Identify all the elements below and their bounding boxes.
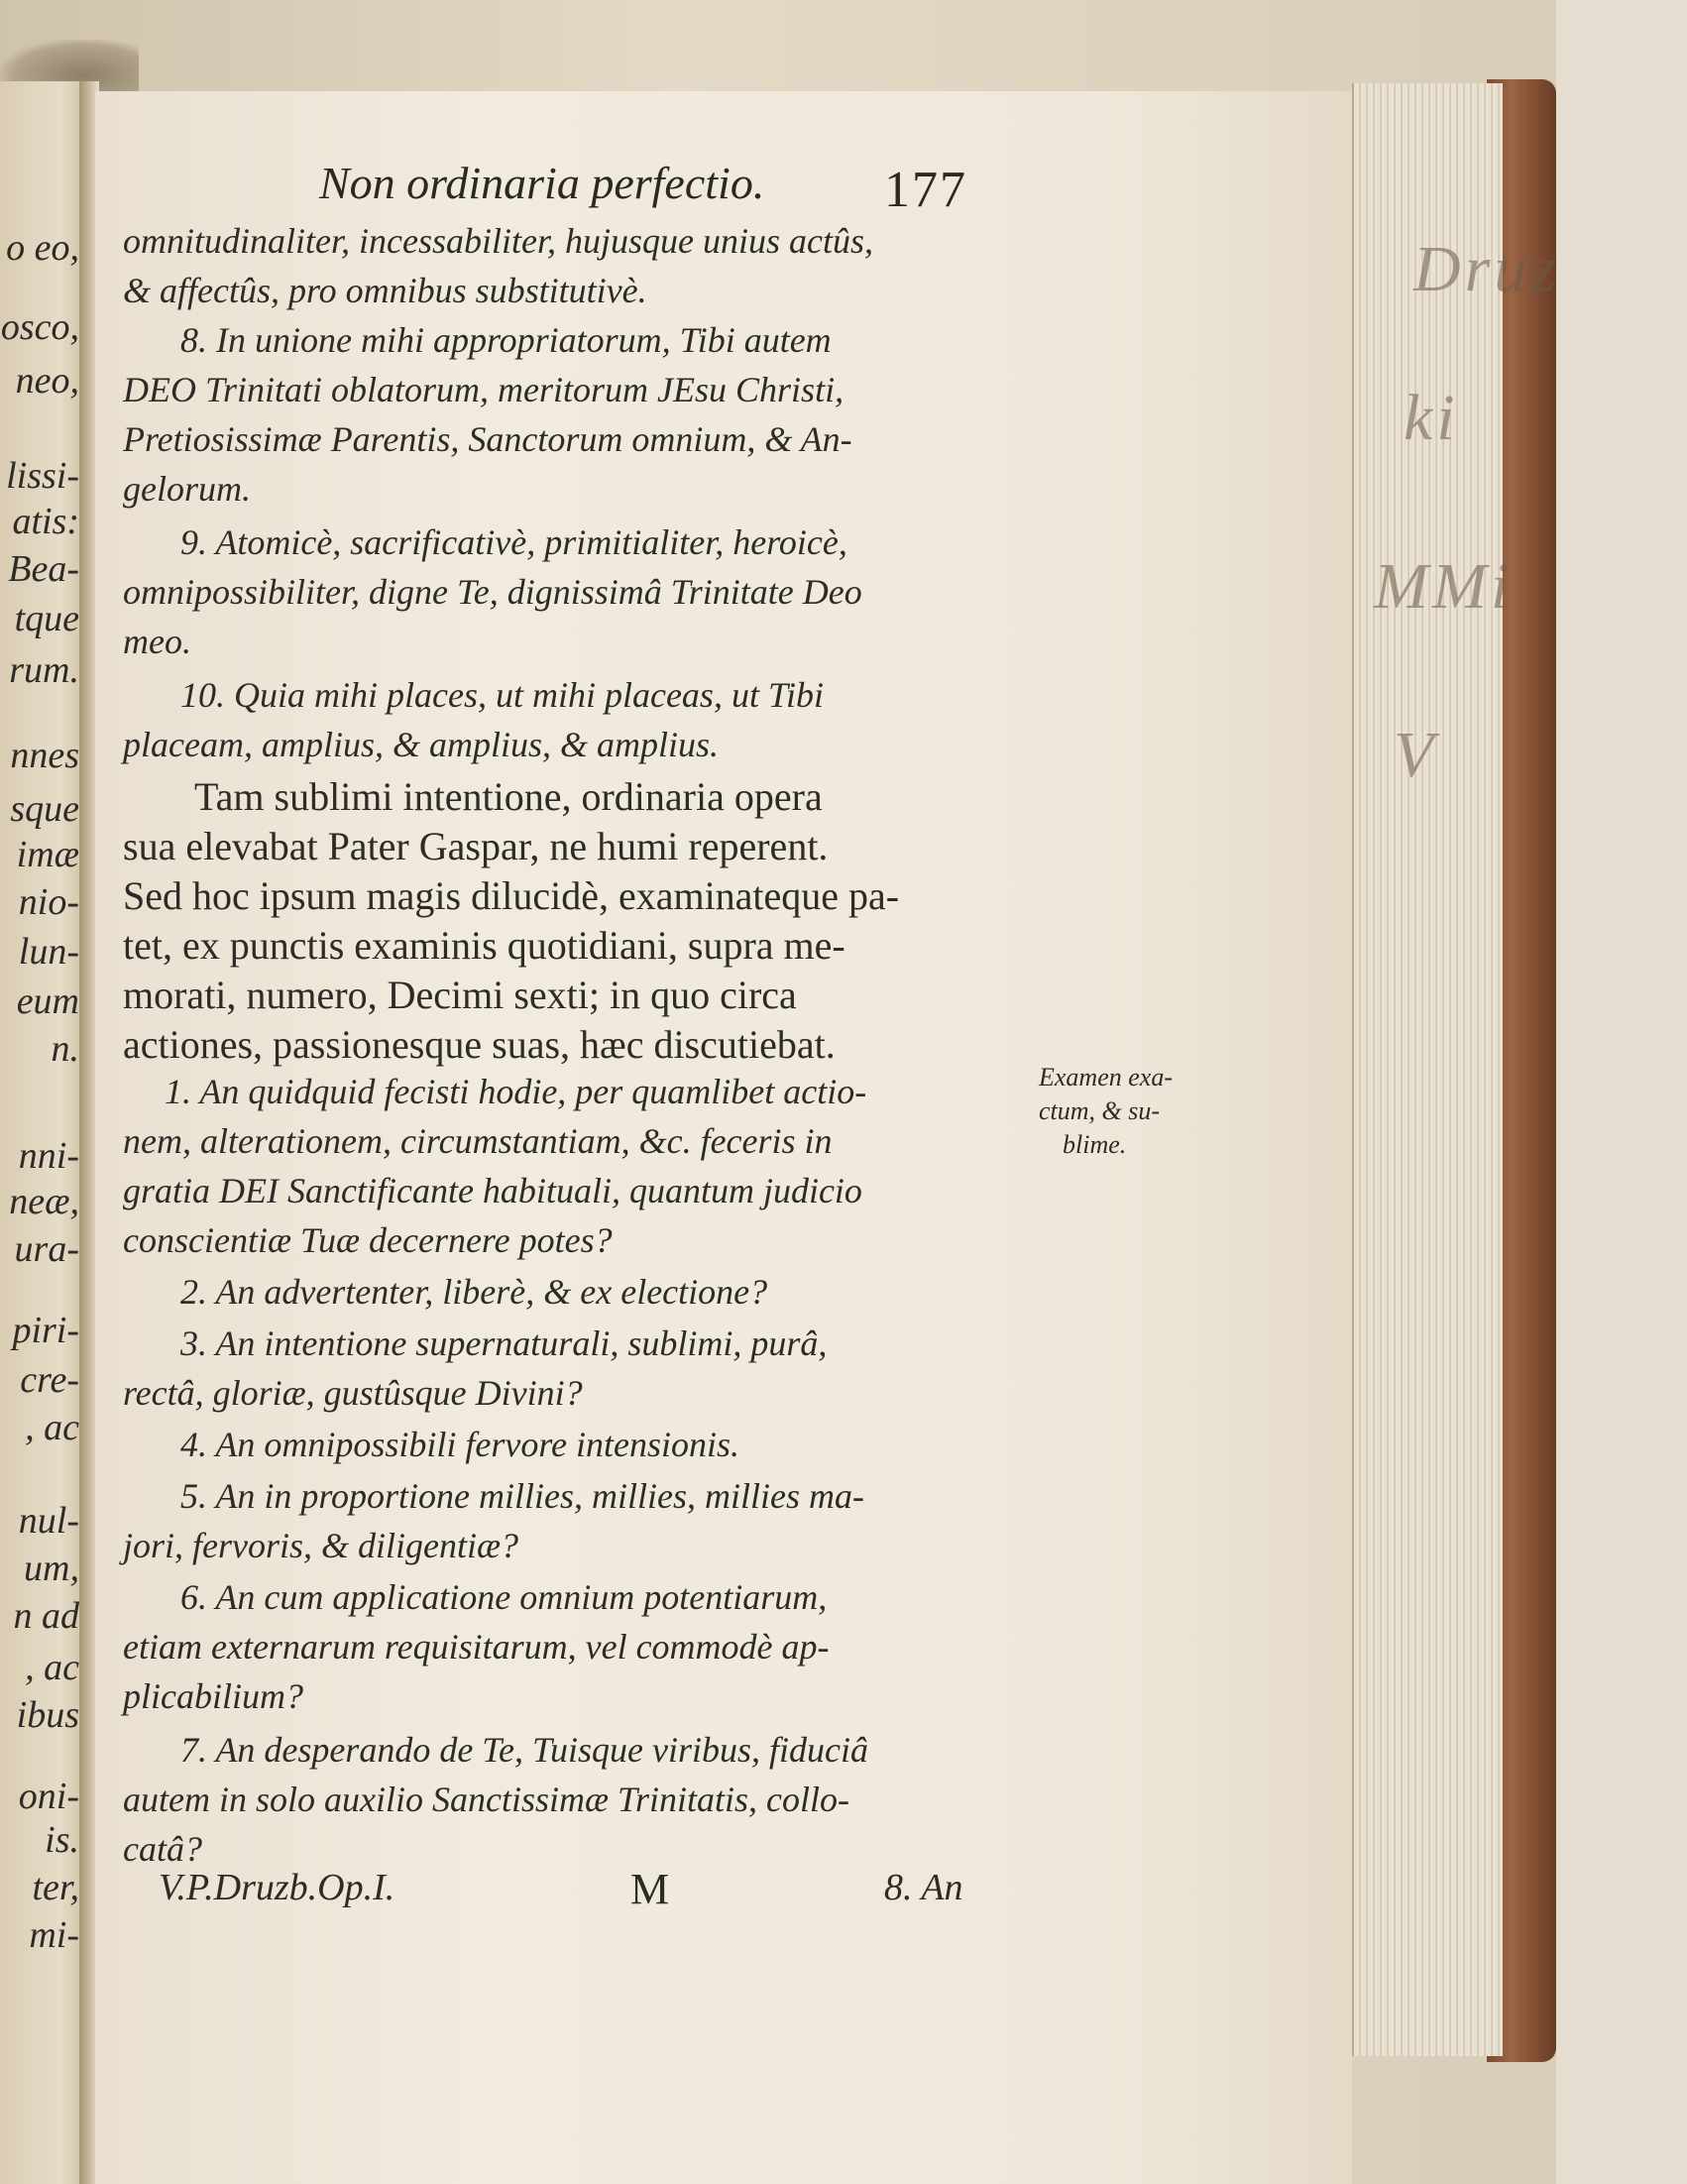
marginal-note-line: ctum, & su- [1039,1096,1161,1125]
facing-fragment: oni- [18,1776,79,1817]
facing-fragment: atis: [12,501,79,542]
text-line: tet, ex punctis examinis quotidiani, supra me- [123,923,845,968]
facing-fragment: , ac [25,1647,79,1688]
ink-bleed-mark: MMi [1374,550,1514,623]
text-line: autem in solo auxilio Sanctissimæ Trinitatis, collo- [123,1780,850,1819]
facing-fragment: nul- [18,1500,79,1542]
facing-fragment: n. [51,1028,79,1070]
marginal-note-line: Examen exa- [1039,1063,1173,1092]
printer-signature: V.P.Druzb.Op.I. [159,1867,395,1908]
text-line: morati, numero, Decimi sexti; in quo circa [123,973,797,1017]
ink-bleed-mark: ki [1404,382,1459,454]
facing-fragment: o eo, [6,227,79,269]
facing-page [0,81,85,2184]
text-line: sua elevabat Pater Gaspar, ne humi reperent. [123,824,829,868]
facing-fragment: piri- [12,1310,79,1351]
text-line: 8. In unione mihi appropriatorum, Tibi autem [180,320,832,360]
facing-fragment: neæ, [9,1181,79,1222]
facing-fragment: is. [45,1819,79,1861]
table-surface [1556,0,1687,2184]
text-line: nem, alterationem, circumstantiam, &c. feceris in [123,1121,833,1161]
text-line: 5. An in proportione millies, millies, millies ma- [180,1476,864,1516]
facing-fragment: , ac [25,1407,79,1448]
text-line: 10. Quia mihi places, ut mihi placeas, ut Tibi [180,675,824,715]
facing-fragment: neo, [15,360,79,402]
text-line: placeam, amplius, & amplius, & amplius. [123,725,719,764]
facing-fragment: nni- [18,1135,79,1177]
text-line: 1. An quidquid fecisti hodie, per quamlibet actio- [165,1072,867,1111]
text-line: 2. An advertenter, liberè, & ex electione? [180,1272,768,1312]
text-line: etiam externarum requisitarum, vel commodè ap- [123,1627,830,1667]
facing-fragment: rum. [9,649,79,691]
text-line: 7. An desperando de Te, Tuisque viribus, fiduciâ [180,1730,869,1770]
text-line: omnipossibiliter, digne Te, dignissimâ Trinitate Deo [123,572,862,612]
text-line: meo. [123,622,191,661]
text-line: DEO Trinitati oblatorum, meritorum JEsu Christi, [123,370,844,409]
facing-fragment: cre- [20,1359,79,1401]
catchword: 8. An [884,1867,963,1908]
ink-bleed-mark: Druz [1413,233,1561,305]
facing-fragment: sque [10,788,79,830]
facing-fragment: nio- [18,881,79,923]
text-line: plicabilium? [123,1676,303,1716]
running-title: Non ordinaria perfectio. [319,158,765,208]
text-line: Tam sublimi intentione, ordinaria opera [194,774,823,819]
text-line: conscientiæ Tuæ decernere potes? [123,1220,613,1260]
text-line: 6. An cum applicatione omnium potentiarum, [180,1577,828,1617]
text-line: omnitudinaliter, incessabiliter, hujusque unius actûs, [123,221,873,261]
text-line: rectâ, gloriæ, gustûsque Divini? [123,1373,583,1413]
facing-fragment: tque [14,598,79,639]
text-line: catâ? [123,1829,202,1869]
marginal-note-line: blime. [1063,1130,1127,1159]
page-number: 177 [884,162,967,218]
text-line: Sed hoc ipsum magis dilucidè, examinateque pa- [123,873,900,918]
signature-mark: M [630,1865,670,1913]
text-line: 9. Atomicè, sacrificativè, primitialiter, heroicè, [180,522,847,562]
text-line: actiones, passionesque suas, hæc discutiebat. [123,1022,836,1067]
facing-fragment: osco, [0,306,79,348]
facing-fragment: lissi- [6,455,79,497]
text-line: Pretiosissimæ Parentis, Sanctorum omnium, & An- [123,419,852,459]
facing-fragment: nnes [10,735,79,776]
facing-fragment: ibus [16,1694,79,1736]
facing-fragment: Bea- [8,548,79,590]
facing-fragment: imæ [16,834,79,875]
facing-fragment: n ad [13,1595,79,1637]
facing-fragment: um, [24,1548,79,1589]
text-line: 3. An intentione supernaturali, sublimi, purâ, [180,1323,828,1363]
ink-bleed-mark: V [1394,719,1438,791]
text-line: & affectûs, pro omnibus substitutivè. [123,271,647,310]
text-line: 4. An omnipossibili fervore intensionis. [180,1425,739,1464]
text-line: gratia DEI Sanctificante habituali, quantum judicio [123,1171,862,1210]
facing-fragment: ura- [14,1228,79,1270]
facing-fragment: ter, [32,1867,79,1908]
facing-fragment: lun- [18,931,79,973]
page-block-edge [1352,83,1561,2056]
text-line: gelorum. [123,469,251,509]
text-line: jori, fervoris, & diligentiæ? [123,1526,519,1565]
marginal-note [1039,1061,1178,1162]
facing-fragment: eum [16,980,79,1022]
facing-fragment: mi- [29,1914,79,1956]
